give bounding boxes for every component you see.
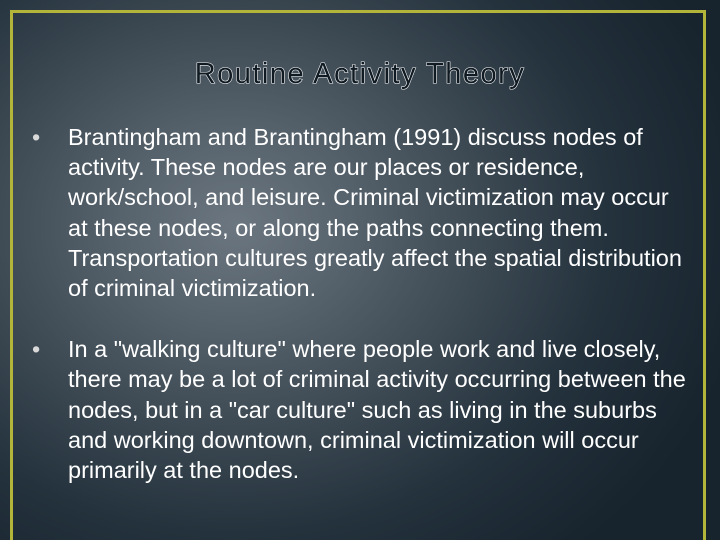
slide-title: Routine Activity Theory bbox=[194, 58, 526, 90]
bullet-icon: • bbox=[32, 336, 41, 363]
bullet-list bbox=[32, 122, 692, 485]
bullet-item bbox=[32, 334, 692, 485]
bullet-text: Brantingham and Brantingham (1991) discuss nodes of activity. These nodes are our places or residence, work/school, and leisure. Criminal victimization may occur at these nodes, or along the paths connecting them. Transportation cultures greatly affect the spatial distribution of criminal victimization. bbox=[68, 124, 682, 302]
bullet-item bbox=[32, 122, 692, 303]
bullet-text: In a "walking culture" where people work and live closely, there may be a lot of criminal activity occurring between the nodes, but in a "car culture" such as living in the suburbs and working downtown, criminal victimization will occur primarily at the nodes. bbox=[68, 336, 686, 484]
bullet-icon: • bbox=[32, 124, 41, 150]
